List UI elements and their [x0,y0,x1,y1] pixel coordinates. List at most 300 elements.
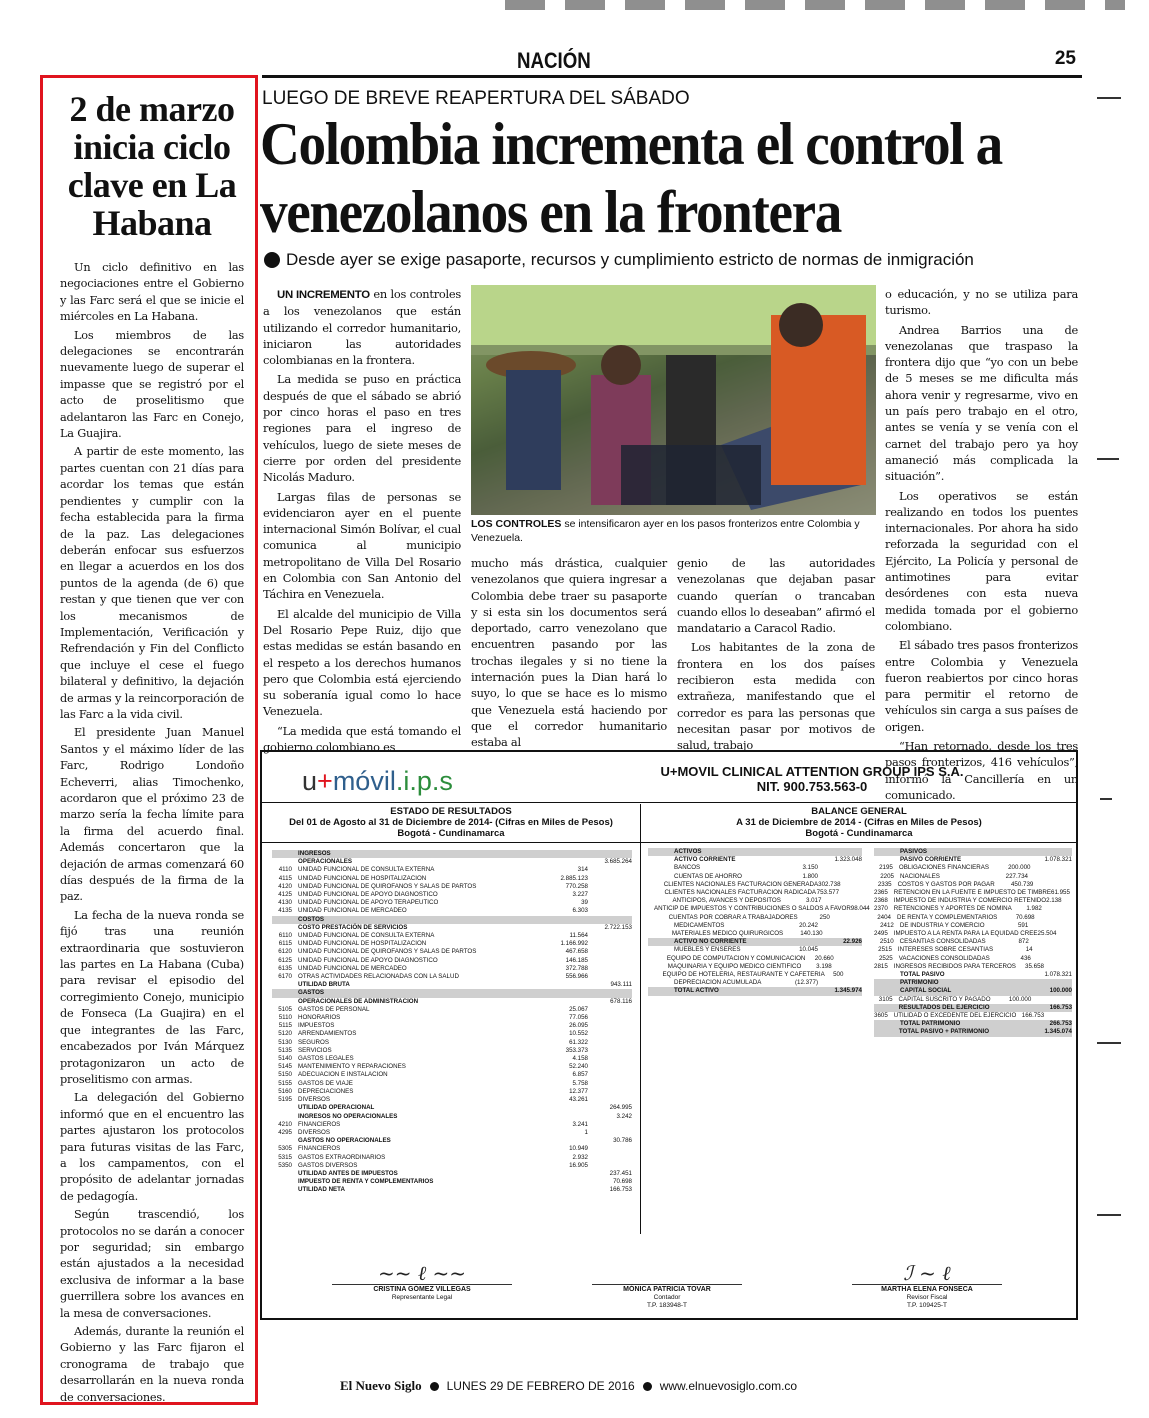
table-row [272,907,632,915]
table-cell-v2 [1035,914,1072,922]
table-row [648,864,862,872]
table-row [272,940,632,948]
table-row [272,1137,632,1145]
section-header [262,48,1082,78]
table-cell-lbl: GASTOS DIVERSOS [298,1161,358,1169]
table-cell-lbl: DIVERSOS [298,1096,330,1104]
table-row [874,914,1072,922]
table-cell-lbl: GASTOS [298,989,325,997]
table-cell-code: 2495 [874,930,888,938]
table-cell-code [874,1004,893,1012]
signature-accountant [592,1262,742,1310]
table-cell-lbl: MUEBLES Y ENSERES [674,946,741,954]
article-column-3 [677,555,875,757]
table-cell-code [272,1170,292,1178]
table-cell-v1 [984,856,1028,864]
table-cell-code: 4125 [278,891,292,899]
balance-title-line: A 31 de Diciembre de 2014 - (Cifras en Miles de Pesos) [736,817,982,828]
table-cell-v2 [1028,873,1072,881]
table-cell-code: 2205 [880,872,894,880]
article-paragraph: genio de las autoridades venezolanas que dejaban pasar cuando querían o trancaban cuando ellos lo deseaban” afirmó el mandatario a Caracol Radio. [677,556,875,636]
table-row [272,1063,632,1071]
table-cell-v1: 227.734 [1005,872,1028,880]
table-cell-lbl: DIVERSOS [298,1128,330,1136]
table-cell-lbl: DEPRECIACION ACUMULADA [674,979,762,987]
table-cell-v1: 302.738 [818,880,841,888]
section-name: NACIÓN [517,48,591,73]
table-cell-v1 [544,1137,588,1145]
table-cell-v1: 25.067 [569,1005,588,1013]
article-column-4 [885,286,1078,806]
table-row [272,1104,632,1112]
article-kicker: LUEGO DE BREVE REAPERTURA DEL SÁBADO [262,88,690,109]
table-cell-v2: 2.722.153 [604,923,632,931]
table-cell-v1: 11.564 [569,932,588,940]
signature-legal-rep [332,1262,512,1302]
table-cell-code [648,930,666,938]
table-row [272,1055,632,1063]
table-cell-lbl: RETENCION EN LA FUENTE E IMPUESTO DE TIMBRE [893,889,1051,897]
table-cell-v2 [1044,963,1072,971]
table-cell-code [272,850,292,858]
table-cell-lbl: VACACIONES CONSOLIDADAS [898,954,990,962]
sidebar-paragraph: Según trascendió, los protocolos no se darán a conocer por seguridad; sin embargo están ajustados a la necesidad exclusiva de informar a la base guerrillera sobre los avances en la mesa de conversaciones. [60,1208,244,1320]
table-cell-v1: 753.577 [816,889,840,897]
logo-plus: + [317,766,333,796]
table-cell-v2 [818,873,862,881]
table-cell-v1: 20.660 [814,954,834,962]
table-cell-lbl: EQUIPO DE HOTELERIA, RESTAURANTE Y CAFETERIA [662,971,825,979]
table-row [874,848,1072,856]
table-cell-v1: 16.905 [569,1161,588,1169]
table-row [648,979,862,987]
table-row [272,1170,632,1178]
table-cell-lbl: GASTOS EXTRAORDINARIOS [298,1153,386,1161]
table-cell-v2 [588,875,632,883]
table-cell-v1 [544,1113,588,1121]
sidebar-paragraph: Los miembros de las delegaciones se encontrarán nuevamente luego de superar el impasse que se registró por el acto de proselitismo que adelantaron las Farc en Conejo, La Guajira. [60,328,244,441]
table-cell-v2 [1031,996,1072,1004]
table-cell-v2 [588,957,632,965]
company-logo [302,766,453,797]
table-row [272,1088,632,1096]
table-cell-lbl: ARRENDAMIENTOS [298,1030,357,1038]
table-row [272,1145,632,1153]
table-cell-lbl: GASTOS DE PERSONAL [298,1005,370,1013]
table-cell-v2 [588,891,632,899]
table-cell-v2 [588,1145,632,1153]
table-cell-v2: 100.000 [1049,987,1072,995]
table-cell-v2 [588,973,632,981]
table-cell-v1: 14 [1025,946,1033,954]
table-row [874,955,1072,963]
table-cell-v1: 1.982 [1026,905,1042,913]
table-row [648,856,862,864]
table-row [648,873,862,881]
table-cell-lbl: ACTIVOS [674,848,702,855]
table-cell-v1 [774,987,818,995]
table-cell-lbl: OPERACIONALES [298,858,352,866]
footer-url[interactable]: www.elnuevosiglo.com.co [659,1379,798,1393]
table-row [874,946,1072,954]
income-statement-table [272,850,632,1195]
table-cell-lbl: GASTOS LEGALES [298,1055,354,1063]
sidebar-paragraph: La fecha de la nueva ronda se fijó tras una reunión extraordinaria que sostuvieron las partes en La Habana (Cuba) para revisar el episodio del corregimiento Conejo, municipio de Fonseca (La Guajira) en el que integrantes de las Farc, encabezados por Iván Márquez protagonizaron un acto de proselitismo con armas. [60,908,244,1086]
table-cell-v2 [818,946,862,954]
signer-name: MARTHA ELENA FONSECA [852,1284,1002,1294]
table-cell-lbl: UTILIDAD BRUTA [298,981,350,989]
table-cell-code: 2515 [878,946,892,954]
table-cell-v1: 10.045 [799,946,818,954]
table-cell-code [648,856,668,864]
table-cell-lbl: INGRESOS [298,850,331,857]
table-cell-lbl: SEGUROS [298,1038,329,1046]
table-row [648,955,862,963]
table-cell-v2: 70.698 [613,1178,632,1186]
table-cell-code [272,998,292,1006]
border-photo [471,285,876,515]
table-cell-lbl: FINANCIEROS [298,1145,341,1153]
table-row [874,856,1072,864]
table-cell-code: 5135 [278,1046,292,1054]
table-cell-v1: 10.552 [569,1030,588,1038]
table-cell-lbl: EQUIPO DE COMPUTACION Y COMUNICACION [666,954,806,962]
table-cell-v1: 436 [1020,954,1031,962]
table-row [874,922,1072,930]
table-row [272,866,632,874]
caption-lead: LOS CONTROLES [471,518,562,530]
table-row [272,883,632,891]
table-row [874,1020,1072,1028]
table-row [272,1071,632,1079]
table-cell-code: 6125 [278,956,292,964]
table-row [648,946,862,954]
table-cell-code [648,914,663,922]
table-cell-lbl: INGRESOS RECIBIDOS PARA TERCEROS [893,962,1016,970]
table-cell-v2 [588,1088,632,1096]
table-cell-v1: 556.966 [565,973,588,981]
table-cell-v1 [544,850,588,858]
table-cell-v2 [841,881,862,889]
table-cell-v2 [588,850,632,858]
scan-margin-mark [1097,1042,1121,1044]
table-cell-v1: 591 [1017,921,1029,929]
table-cell-v2: 3.242 [616,1112,632,1120]
table-row [648,848,862,856]
table-cell-lbl: HONORARIOS [298,1014,341,1022]
scan-margin-mark [1097,97,1121,99]
table-cell-v1: 3.241 [572,1120,588,1128]
table-cell-v1: 353.373 [565,1046,588,1054]
table-cell-v1: (12.377) [794,979,818,987]
table-cell-code [272,981,292,989]
balance-title-line: Bogotá - Cundinamarca [805,828,913,839]
table-cell-lbl: OBLIGACIONES FINANCIERAS [898,864,989,872]
scan-margin-mark [1097,1214,1121,1216]
table-cell-code: 2335 [877,880,892,888]
lead-in: UN INCREMENTO [277,289,370,301]
table-cell-v1 [544,924,588,932]
table-cell-v2 [1033,881,1072,889]
company-name: U+MOVIL CLINICAL ATTENTION GROUP IPS S.A. [660,764,964,779]
table-row [272,973,632,981]
table-cell-v2 [588,1006,632,1014]
table-cell-lbl: CUENTAS DE AHORRO [674,872,742,880]
article-paragraph: o educación, y no se utiliza para turismo. [885,287,1078,318]
table-cell-code: 5195 [278,1096,292,1104]
table-cell-v2 [588,907,632,915]
table-cell-code [874,856,894,864]
photo-illustration [471,285,876,515]
ad-divider [262,802,1076,803]
table-cell-code [648,897,666,905]
table-cell-v1 [544,1178,588,1186]
table-row [648,897,862,905]
scan-margin-mark [1100,798,1112,800]
table-row [272,948,632,956]
table-row [272,1178,632,1186]
table-cell-v1: 25.504 [1037,930,1057,938]
table-row [648,889,862,897]
table-cell-v2: 1.345.074 [1044,1028,1072,1036]
table-row [648,938,862,946]
table-row [272,858,632,866]
table-row [874,979,1072,987]
table-cell-code [874,987,894,995]
table-row [874,987,1072,995]
table-cell-v1: 4.158 [572,1055,588,1063]
income-title-line: ESTADO DE RESULTADOS [390,806,512,817]
table-cell-v2 [588,1039,632,1047]
table-cell-v2 [588,1022,632,1030]
table-row [874,930,1072,938]
table-cell-v1: 6.303 [572,907,588,915]
table-cell-code: 5120 [278,1030,292,1038]
table-cell-v1: 1.800 [802,872,818,880]
table-cell-code [272,858,292,866]
table-cell-v1: 70.698 [1015,913,1035,921]
table-cell-code: 3605 [874,1012,888,1020]
table-cell-v1: 12.377 [569,1087,588,1095]
table-cell-code: 2404 [877,913,891,921]
table-cell-lbl: MAQUINARIA Y EQUIPO MEDICO CIENTIFICO [667,962,802,970]
table-cell-lbl: ACTIVO CORRIENTE [674,856,736,864]
table-cell-v1: 6.857 [572,1071,588,1079]
table-cell-v2: 166.753 [1049,1003,1073,1011]
table-cell-code: 6110 [278,932,292,940]
liabilities-table [874,848,1072,1037]
table-cell-v2 [1056,930,1072,938]
table-row [874,864,1072,872]
table-cell-v2 [588,1055,632,1063]
table-cell-v1 [544,858,588,866]
table-cell-v2 [1028,848,1072,856]
table-cell-v2 [818,848,862,856]
table-cell-code [272,1186,292,1194]
table-cell-code: 4135 [278,907,292,915]
table-cell-lbl: DE INDUSTRIA Y COMERCIO [899,921,985,929]
logo-ips: .i.p.s [395,766,453,796]
newspaper-name: El Nuevo Siglo [340,1378,422,1393]
table-cell-code: 5145 [278,1063,292,1071]
ad-column-divider [640,804,641,1234]
table-cell-v1: 3.198 [816,962,832,970]
table-cell-v2 [588,916,632,924]
table-row [874,873,1072,881]
table-cell-v2 [1031,955,1072,963]
subhead-text: Desde ayer se exige pasaporte, recursos y cumplimiento estricto de normas de inmigración [286,250,974,269]
income-title-line: Del 01 de Agosto al 31 de Diciembre de 2014- (Cifras en Miles de Pesos) [289,817,613,828]
table-cell-code: 2370 [874,905,888,913]
table-cell-code [648,881,658,889]
table-cell-v2 [588,989,632,997]
table-cell-v2 [834,955,862,963]
signer-tp: T.P. 109425-T [907,1302,947,1309]
table-row [874,963,1072,971]
table-row [272,1121,632,1129]
table-cell-v1 [774,856,818,864]
table-cell-lbl: TOTAL PATRIMONIO [900,1020,961,1028]
table-cell-code [272,1113,292,1121]
article-paragraph: El alcalde del municipio de Villa Del Rosario Pepe Ruiz, dijo que estas medidas se están basando en el respeto a los derechos humanos pero que Colombia está ejerciendo su soberanía igual como lo hace Venezuela. [263,606,461,719]
table-cell-v1: 770.258 [565,882,588,890]
table-row [648,881,862,889]
table-cell-v1 [984,1020,1028,1028]
company-name-block [562,764,1062,794]
table-row [874,1004,1072,1012]
table-cell-v1: 5.758 [572,1079,588,1087]
table-row [272,1030,632,1038]
table-cell-lbl: UNIDAD FUNCIONAL DE QUIROFANOS Y SALAS DE PARTOS [298,948,477,956]
table-cell-code: 5155 [278,1079,292,1087]
table-cell-v1: 3.017 [805,897,822,905]
table-cell-v2 [588,1063,632,1071]
table-cell-v2: 266.753 [1049,1020,1072,1028]
table-cell-v2 [588,1121,632,1129]
table-cell-lbl: PATRIMONIO [900,979,939,987]
table-cell-v2 [588,1129,632,1137]
table-cell-lbl: DEPRECIACIONES [298,1087,354,1095]
table-cell-v2 [830,914,862,922]
table-cell-code [648,979,668,987]
table-cell-v1 [544,981,588,989]
table-cell-lbl: UNIDAD FUNCIONAL DE CONSULTA EXTERNA [298,932,435,940]
table-cell-v1: 77.056 [569,1014,588,1022]
table-cell-v1: 2.932 [572,1153,588,1161]
income-statement-title [262,806,640,839]
table-cell-v2 [1030,864,1072,872]
table-row [648,963,862,971]
article-paragraph: “Han retornado, desde los tres pasos fronterizos, 416 vehículos”, informó la Cancillería en un comunicado. [885,739,1078,802]
table-cell-lbl: ANTICIPOS, AVANCES Y DEPOSITOS [672,897,781,905]
table-cell-v2 [1070,889,1072,897]
table-cell-code [648,848,668,856]
table-cell-v2 [1028,979,1072,987]
table-row [272,1006,632,1014]
table-cell-v2 [588,1080,632,1088]
table-cell-v1: 35.658 [1025,962,1044,970]
table-cell-v2 [839,889,862,897]
article-column-2 [471,555,667,754]
table-cell-v1: 872 [1018,938,1029,946]
table-cell-v2 [588,940,632,948]
table-cell-lbl: INTERESES SOBRE CESANTIAS [897,946,994,954]
table-cell-v1: 372.788 [565,964,588,972]
article-paragraph: Largas filas de personas se evidenciaron ayer en el puente internacional Simón Bolívar, el cual comunica al municipio metropolitano de Villa Del Rosario en Colombia con San Antonio del Táchira en Venezuela. [263,489,461,602]
table-cell-code: 2368 [874,897,888,905]
table-cell-lbl: UTILIDAD O EXCEDENTE DEL EJERCICIO [893,1012,1017,1020]
table-cell-lbl: CAPITAL SOCIAL [900,987,952,995]
table-cell-v1: 450.739 [1010,880,1034,888]
caption-text: se intensificaron ayer en los pasos fronterizos entre Colombia y Venezuela. [471,518,860,544]
table-cell-code: 2412 [880,921,894,929]
table-cell-v1: 146.185 [565,956,588,964]
table-cell-v2: 1.323.048 [834,856,862,864]
table-cell-v2: 678.116 [610,997,632,1005]
table-cell-v1: 1 [584,1128,588,1136]
table-cell-v1: 20.242 [799,921,818,929]
table-cell-code [874,848,894,856]
article-column-1 [263,286,461,758]
table-row [874,996,1072,1004]
table-row [272,1129,632,1137]
table-cell-code [648,922,668,930]
table-cell-code: 3105 [878,995,893,1003]
table-row [272,1080,632,1088]
table-cell-code: 6115 [278,940,292,948]
table-cell-v1: 61.955 [1051,889,1070,897]
scan-margin-mark [1097,458,1119,460]
signature-scrawl: ~~ ℓ ~~ [377,1261,467,1285]
page-number: 25 [1054,48,1076,69]
table-cell-code: 5305 [278,1145,292,1153]
table-cell-v2: 943.111 [610,981,632,989]
table-cell-v2 [1033,946,1072,954]
table-cell-lbl: IMPUESTOS [298,1022,335,1030]
table-row [272,989,632,997]
financial-statement-ad [260,750,1078,1320]
table-row [272,1154,632,1162]
article-paragraph: Andrea Barrios una de venezolanas que traspaso la frontera dijo que “yo con un bebe de 5 meses se me dificulta más ahora venir y regresarme, vivo en un país pero trabajo en el otro, antes se venía y se venía con el carnet del trabajo pero ya hoy amaneció más complicada la situación”. [885,322,1078,484]
table-row [874,1012,1072,1020]
table-cell-code: 5350 [278,1161,292,1169]
table-row [874,1028,1072,1036]
table-cell-v1: 1.166.992 [560,940,588,948]
paragraph-text: en los controles a los venezolanos que están utilizando el corredor humanitario, iniciaron las autoridades colombianas en la frontera. [263,287,462,368]
signer-tp: T.P. 183948-T [647,1302,687,1309]
table-cell-code [272,924,292,932]
article-paragraph: El sábado tres pasos fronterizos entre Colombia y Venezuela fueron reabiertos por cinco horas para permitir el retorno de vehículos sin carga a sus países de origen. [885,638,1078,734]
table-cell-lbl: DE RENTA Y COMPLEMENTARIOS [896,913,998,921]
table-cell-code: 2510 [879,938,894,946]
table-cell-code [874,1028,893,1036]
table-row [272,1113,632,1121]
balance-sheet-title [642,806,1076,839]
article-subhead [264,250,974,270]
table-cell-v2 [1042,905,1072,913]
sidebar-paragraph: El presidente Juan Manuel Santos y el máximo líder de las Farc, Rodrigo Londoño Echeverri, alias Timochenko, acordaron que el próximo 23 de marzo sería la fecha límite para la firma del acuerdo final. Además concertaron que la dejación de armas comenzará 60 días después de la firma de la paz. [60,726,244,904]
table-row [272,899,632,907]
table-row [874,897,1072,905]
table-row [272,1014,632,1022]
signer-role: Contador [653,1294,681,1301]
table-cell-lbl: RESULTADOS DEL EJERCICIO [898,1003,990,1011]
table-cell-lbl: RETENCIONES Y APORTES DE NOMINA [893,905,1012,913]
table-cell-lbl: UNIDAD FUNCIONAL DE APOYO DIAGNOSTICO [298,956,438,964]
table-cell-lbl: PASIVOS [900,848,928,855]
table-cell-v1 [990,1004,1031,1012]
table-cell-code: 4210 [278,1120,292,1128]
